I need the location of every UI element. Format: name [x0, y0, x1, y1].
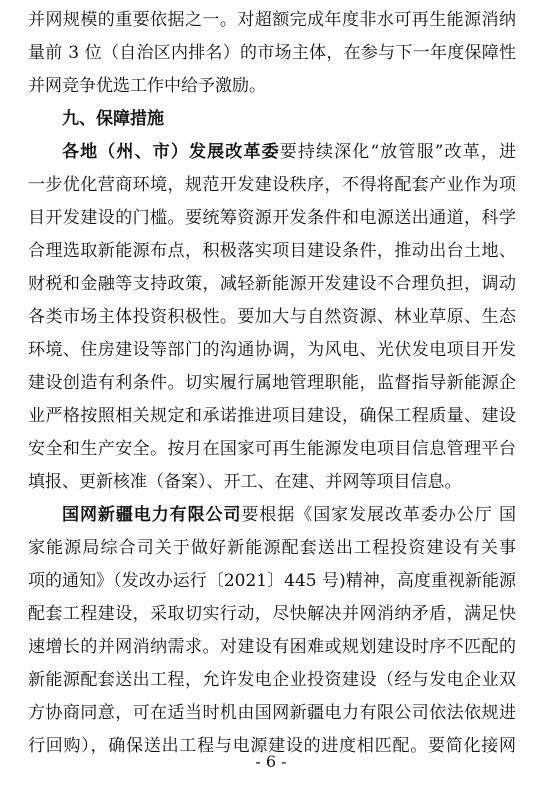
dev-para-line: 目开发建设的门槛。要统筹资源开发条件和电源送出通道，科学 — [28, 208, 516, 228]
dev-para-line: 各类市场主体投资积极性。要加大与自然资源、林业草原、生态 — [28, 307, 516, 327]
grid-para-line: 配套工程建设，采取切实行动，尽快解决并网消纳矛盾，满足快 — [28, 604, 516, 624]
grid-para-first-line — [28, 499, 516, 532]
intro-line: 并网竞争优选工作中给予激励。 — [28, 76, 266, 96]
dev-para-line: 环境、住房建设等部门的沟通协调，为风电、光伏发电项目开发 — [28, 340, 516, 360]
dev-para-line: 一步优化营商环境，规范开发建设秩序，不得将配套产业作为项 — [28, 175, 516, 195]
dev-para-first-line — [28, 136, 516, 169]
grid-para-lead-rest: 要根据《国家发展改革委办公厅 国 — [241, 505, 516, 525]
dev-para-lead: 各地（州、市）发展改革委 — [62, 142, 280, 162]
document-page — [28, 4, 516, 763]
grid-para-line: 行回购），确保送出工程与电源建设的进度相匹配。要简化接网 — [28, 736, 516, 756]
dev-para-line: 安全和生产安全。按月在国家可再生能源发电项目信息管理平台 — [28, 439, 516, 459]
intro-line: 并网规模的重要依据之一。对超额完成年度非水可再生能源消纳 — [28, 10, 516, 30]
grid-para-lead: 国网新疆电力有限公司 — [62, 505, 242, 525]
dev-para-line: 建设创造有利条件。切实履行属地管理职能，监督指导新能源企 — [28, 373, 516, 393]
page-number: - 6 - — [255, 752, 287, 771]
grid-para-line: 方协商同意，可在适当时机由国网新疆电力有限公司依法依规进 — [28, 703, 516, 723]
grid-para-line: 项的通知》（发改办运行〔2021〕445 号)精神，高度重视新能源 — [28, 571, 516, 591]
grid-para-line: 家能源局综合司关于做好新能源配套送出工程投资建设有关事 — [28, 538, 516, 558]
grid-para-line: 新能源配套送出工程，允许发电企业投资建设（经与发电企业双 — [28, 670, 516, 690]
dev-para-line: 财税和金融等支持政策，减轻新能源开发建设不合理负担，调动 — [28, 274, 516, 294]
grid-para-line: 速增长的并网消纳需求。对建设有困难或规划建设时序不匹配的 — [28, 637, 516, 657]
intro-line: 量前 3 位（自治区内排名）的市场主体，在参与下一年度保障性 — [28, 43, 516, 63]
section-heading: 九、保障措施 — [62, 109, 164, 129]
dev-para-line: 填报、更新核准（备案）、开工、在建、并网等项目信息。 — [28, 472, 462, 492]
dev-para-lead-rest: 要持续深化“放管服”改革，进 — [279, 142, 516, 162]
dev-para-line: 合理选取新能源布点，积极落实项目建设条件，推动出台土地、 — [28, 241, 516, 261]
dev-para-line: 业严格按照相关规定和承诺推进项目建设，确保工程质量、建设 — [28, 406, 516, 426]
